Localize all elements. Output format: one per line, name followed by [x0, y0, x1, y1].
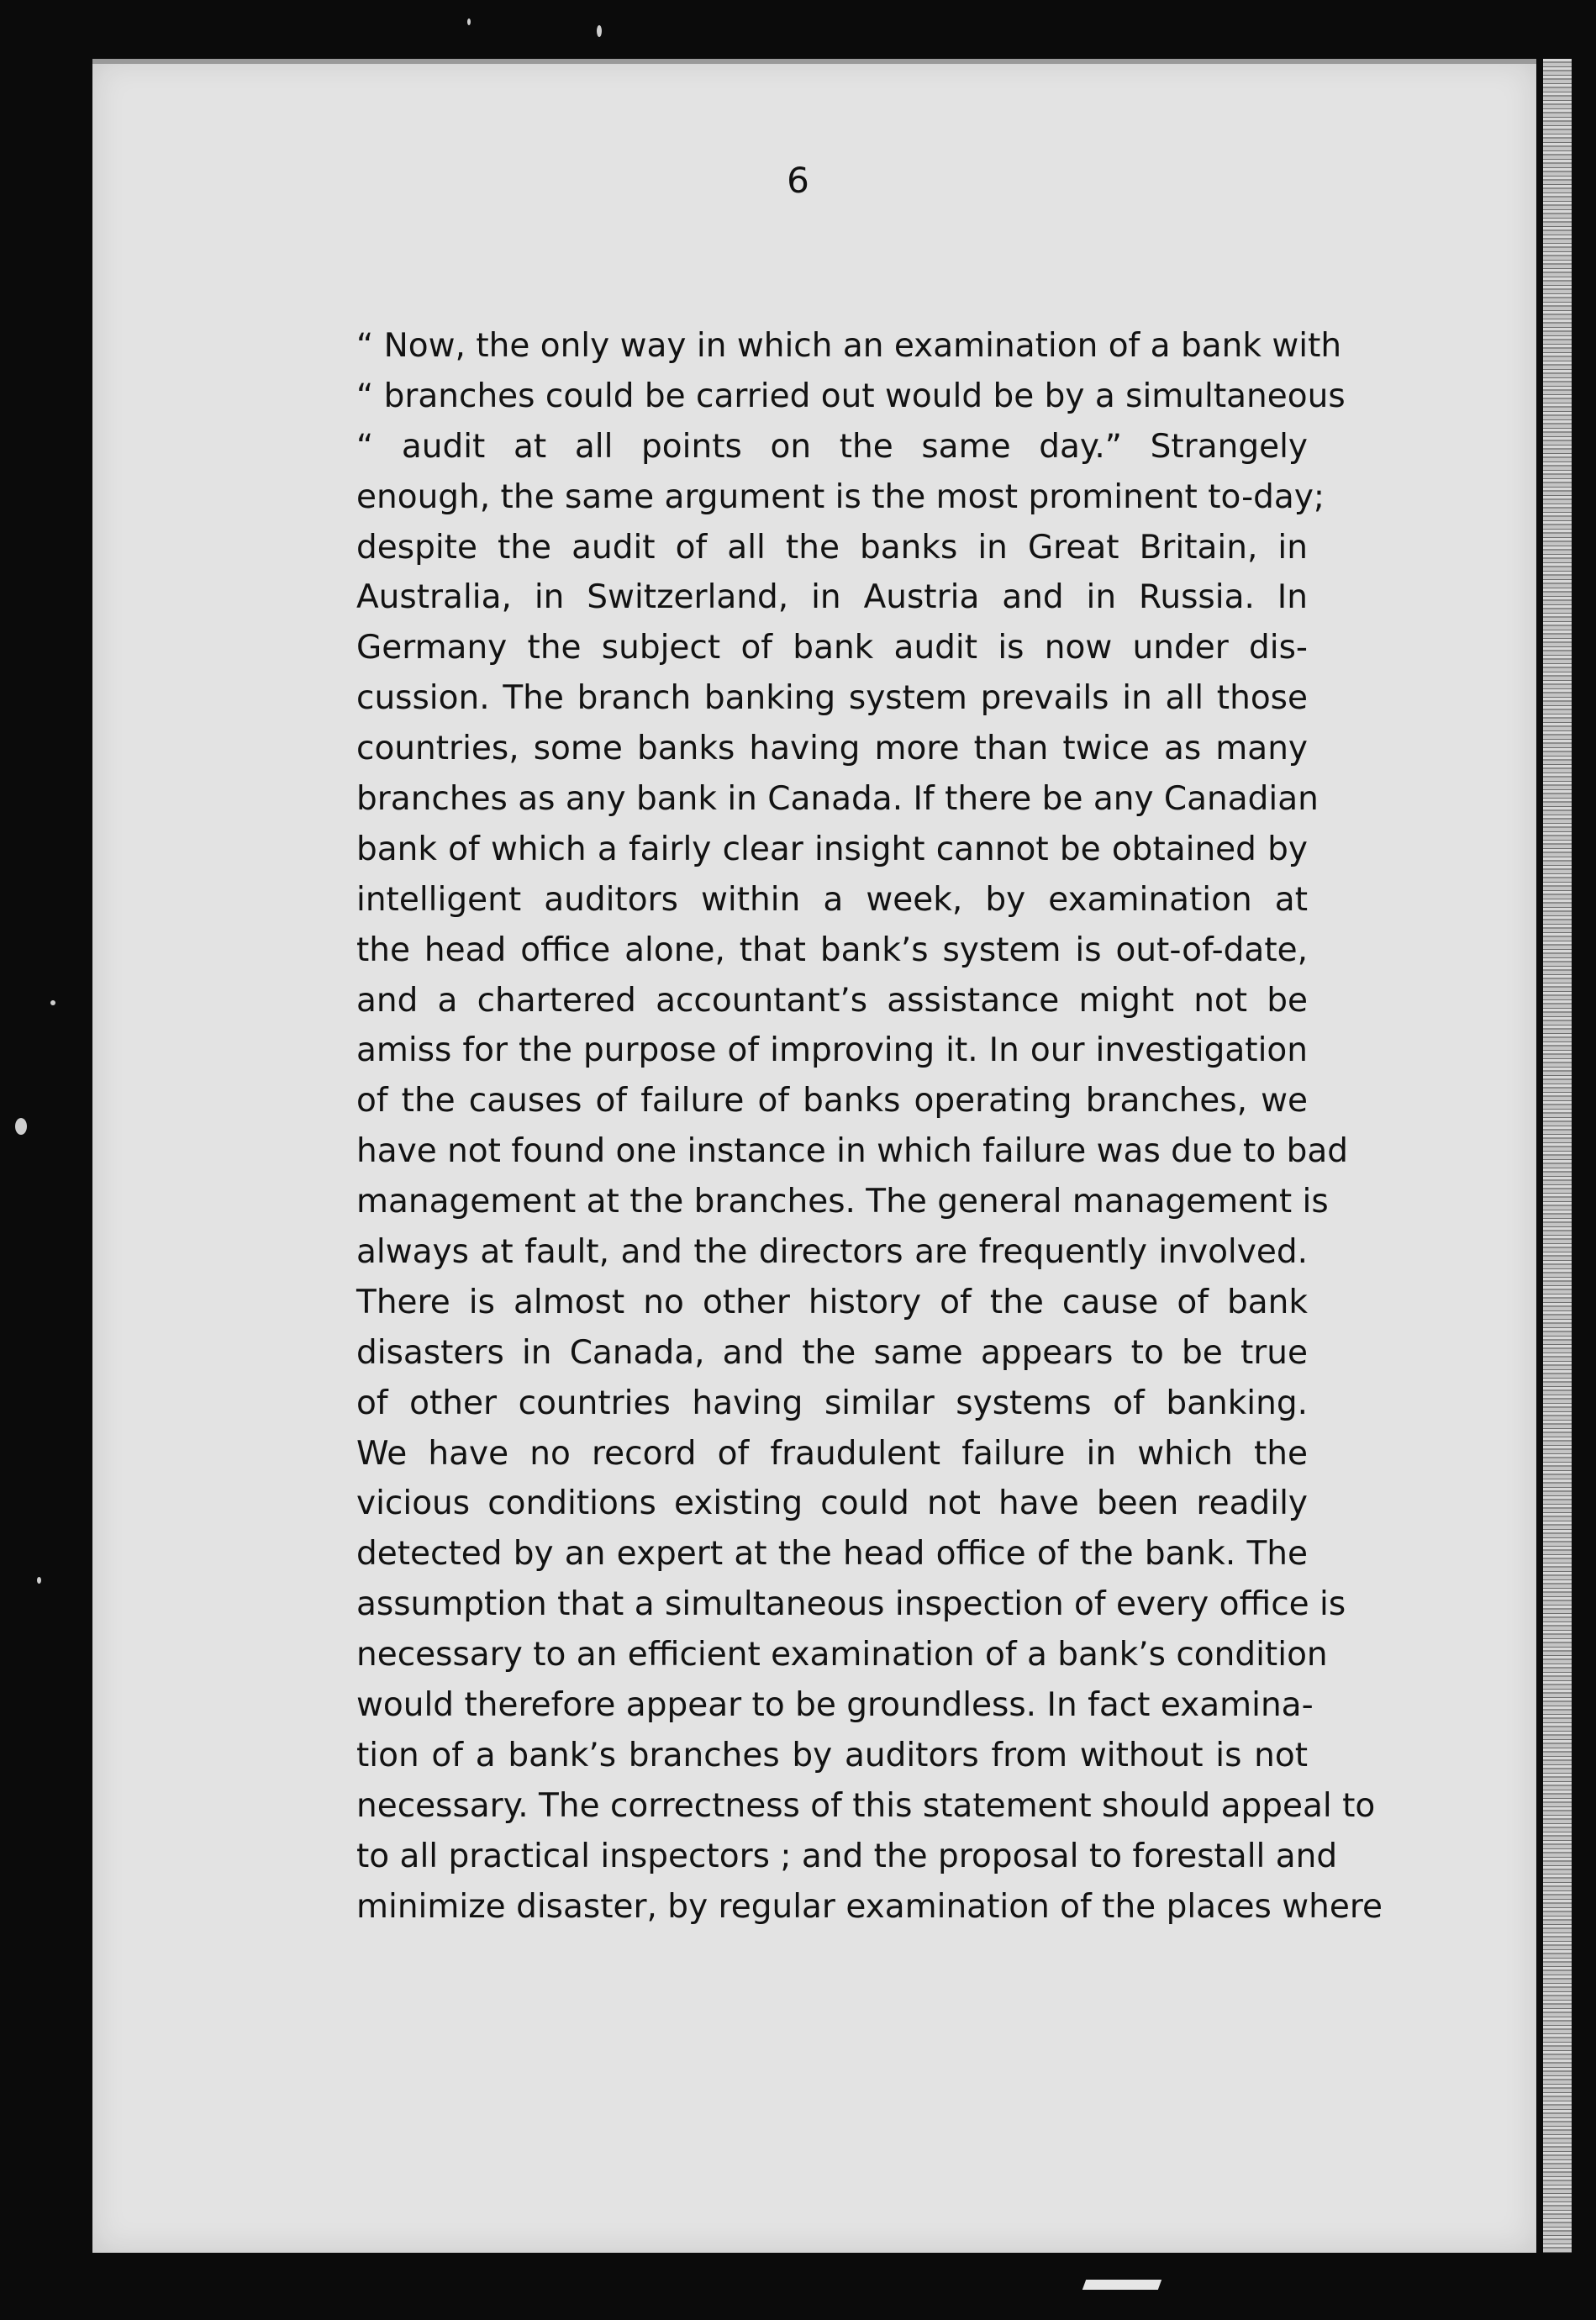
page-top-edge: [92, 59, 1536, 64]
text-line: to all practical inspectors ; and the proposal to forestall and: [356, 1837, 1338, 1875]
text-line: bank of which a fairly clear insight cannot be obtained by: [356, 830, 1308, 868]
text-line: management at the branches. The general management is: [356, 1183, 1329, 1221]
scan-speck: [15, 1118, 27, 1135]
scan-speck: [50, 1000, 55, 1005]
text-line: vicious conditions existing could not have been readily: [356, 1484, 1308, 1523]
body-text: [356, 321, 1383, 1932]
text-line: amiss for the purpose of improving it. In our investigation: [356, 1031, 1308, 1070]
text-line: of the causes of failure of banks operating branches, we: [356, 1082, 1308, 1120]
text-line: minimize disaster, by regular examination of the places where: [356, 1887, 1383, 1926]
text-line: cussion. The branch banking system prevails in all those: [356, 679, 1308, 718]
text-line: necessary. The correctness of this statement should appeal to: [356, 1786, 1376, 1825]
scan-speck: [467, 18, 471, 25]
text-line: of other countries having similar systems of banking.: [356, 1384, 1308, 1422]
text-line: Germany the subject of bank audit is now under dis-: [356, 629, 1308, 667]
text-line: We have no record of fraudulent failure in which the: [356, 1434, 1308, 1473]
scan-mark: [1082, 2280, 1161, 2290]
text-line: “ Now, the only way in which an examination of a bank with: [356, 327, 1342, 365]
text-line: disasters in Canada, and the same appears to be true: [356, 1333, 1308, 1372]
text-line: detected by an expert at the head office of the bank. The: [356, 1535, 1308, 1574]
text-line: assumption that a simultaneous inspection of every office is: [356, 1585, 1346, 1624]
text-line: countries, some banks having more than twice as many: [356, 730, 1308, 768]
text-line: tion of a bank’s branches by auditors from without is not: [356, 1736, 1308, 1774]
text-line: There is almost no other history of the cause of bank: [356, 1283, 1308, 1321]
text-line: “ branches could be carried out would be by a simultaneous: [356, 377, 1346, 415]
text-line: would therefore appear to be groundless. In fact examina-: [356, 1686, 1314, 1725]
text-line: always at fault, and the directors are frequently involved.: [356, 1233, 1308, 1272]
adjacent-page-edge: [1543, 59, 1572, 2253]
scan-speck: [597, 25, 602, 37]
text-line: enough, the same argument is the most prominent to-day;: [356, 477, 1325, 516]
text-line: necessary to an efficient examination of a bank’s condition: [356, 1636, 1328, 1674]
text-line: “ audit at all points on the same day.” Strangely: [356, 427, 1308, 466]
text-line: and a chartered accountant’s assistance might not be: [356, 981, 1308, 1020]
text-line: have not found one instance in which failure was due to bad: [356, 1132, 1348, 1171]
text-line: Australia, in Switzerland, in Austria and in Russia. In: [356, 578, 1308, 617]
text-line: intelligent auditors within a week, by examination at: [356, 880, 1308, 919]
text-line: the head office alone, that bank’s system is out-of-date,: [356, 931, 1308, 969]
text-line: despite the audit of all the banks in Great Britain, in: [356, 528, 1308, 567]
text-line: branches as any bank in Canada. If there be any Canadian: [356, 780, 1319, 819]
scan-speck: [37, 1577, 41, 1584]
page-number: 6: [787, 160, 809, 201]
